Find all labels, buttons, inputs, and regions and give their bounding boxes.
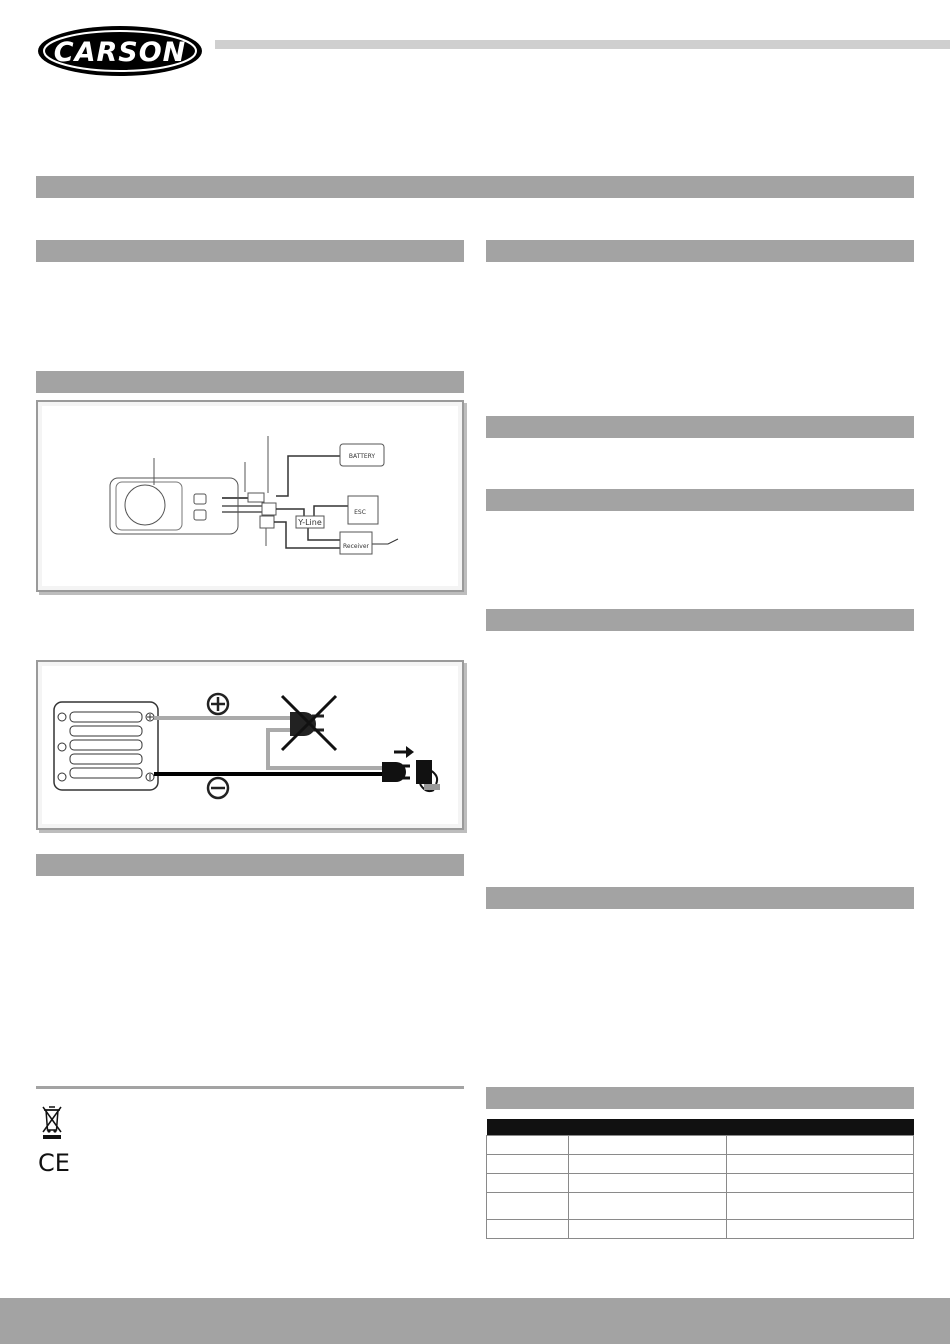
carson-logo-icon — [36, 24, 204, 78]
crossed-bin-icon — [40, 1104, 64, 1140]
table-cell — [487, 1174, 569, 1193]
battery-label: BATTERY — [348, 453, 376, 460]
speaker-icon — [125, 485, 165, 525]
grille-1 — [70, 712, 142, 722]
table-row — [487, 1220, 914, 1239]
table-cell — [569, 1136, 727, 1155]
header-rule — [215, 40, 950, 49]
section-bar-left-2 — [36, 371, 464, 393]
connector-3 — [260, 516, 274, 528]
table-cell — [727, 1136, 914, 1155]
button-2-icon — [194, 510, 206, 520]
section-bar-right-3 — [486, 489, 914, 511]
brand-logo — [36, 24, 204, 78]
section-bar-left-3 — [36, 854, 464, 876]
grille-3 — [70, 740, 142, 750]
antenna — [372, 539, 398, 544]
title-bar — [36, 176, 914, 198]
esc-label: ESC — [354, 509, 366, 516]
table-cell — [727, 1174, 914, 1193]
mount-hole-3 — [58, 773, 66, 781]
compliance-separator — [36, 1086, 464, 1089]
wiring-diagram-canvas — [42, 666, 458, 824]
plug-connector — [382, 760, 440, 791]
table-cell — [487, 1155, 569, 1174]
crossed-connector — [282, 696, 336, 750]
section-bar-left-1 — [36, 240, 464, 262]
table-cell — [727, 1193, 914, 1220]
section-bar-right-6 — [486, 1087, 914, 1109]
ce-mark-icon — [38, 1150, 72, 1176]
receiver-label: Receiver — [343, 543, 369, 550]
section-bar-right-2 — [486, 416, 914, 438]
button-1-icon — [194, 494, 206, 504]
section-bar-right-4 — [486, 609, 914, 631]
logo-text: CARSON — [53, 37, 187, 68]
table-row — [487, 1136, 914, 1155]
ce-mark-text: CE — [38, 1149, 70, 1177]
grille-4 — [70, 754, 142, 764]
table-cell — [569, 1193, 727, 1220]
minus-circle-icon — [208, 778, 228, 798]
grille-2 — [70, 726, 142, 736]
grille-5 — [70, 768, 142, 778]
table-cell — [569, 1174, 727, 1193]
wire-yline-esc — [314, 506, 348, 516]
table-cell — [487, 1136, 569, 1155]
table-row — [487, 1174, 914, 1193]
arrow-right-icon — [394, 746, 414, 758]
table-header-cell — [727, 1119, 914, 1136]
table-header-row — [487, 1119, 914, 1136]
table-cell — [487, 1220, 569, 1239]
footer-bar — [0, 1298, 950, 1344]
connection-diagram-canvas — [42, 406, 458, 586]
mount-hole-1 — [58, 713, 66, 721]
table-header-cell — [569, 1119, 727, 1136]
plus-circle-icon — [208, 694, 228, 714]
section-bar-right-5 — [486, 887, 914, 909]
table-header-cell — [487, 1119, 569, 1136]
mount-hole-2 — [58, 743, 66, 751]
technical-data-table — [486, 1119, 914, 1239]
wiring-diagram — [36, 660, 464, 830]
yline-label: Y-Line — [298, 518, 322, 527]
connector-2 — [262, 503, 276, 515]
table-row — [487, 1155, 914, 1174]
wire-to-battery — [276, 456, 340, 496]
table-cell — [569, 1155, 727, 1174]
table-cell — [727, 1155, 914, 1174]
section-bar-right-1 — [486, 240, 914, 262]
table-cell — [569, 1220, 727, 1239]
table-cell — [487, 1193, 569, 1220]
connector-1 — [248, 493, 264, 502]
table-cell — [727, 1220, 914, 1239]
connection-diagram — [36, 400, 464, 592]
table-row — [487, 1193, 914, 1220]
